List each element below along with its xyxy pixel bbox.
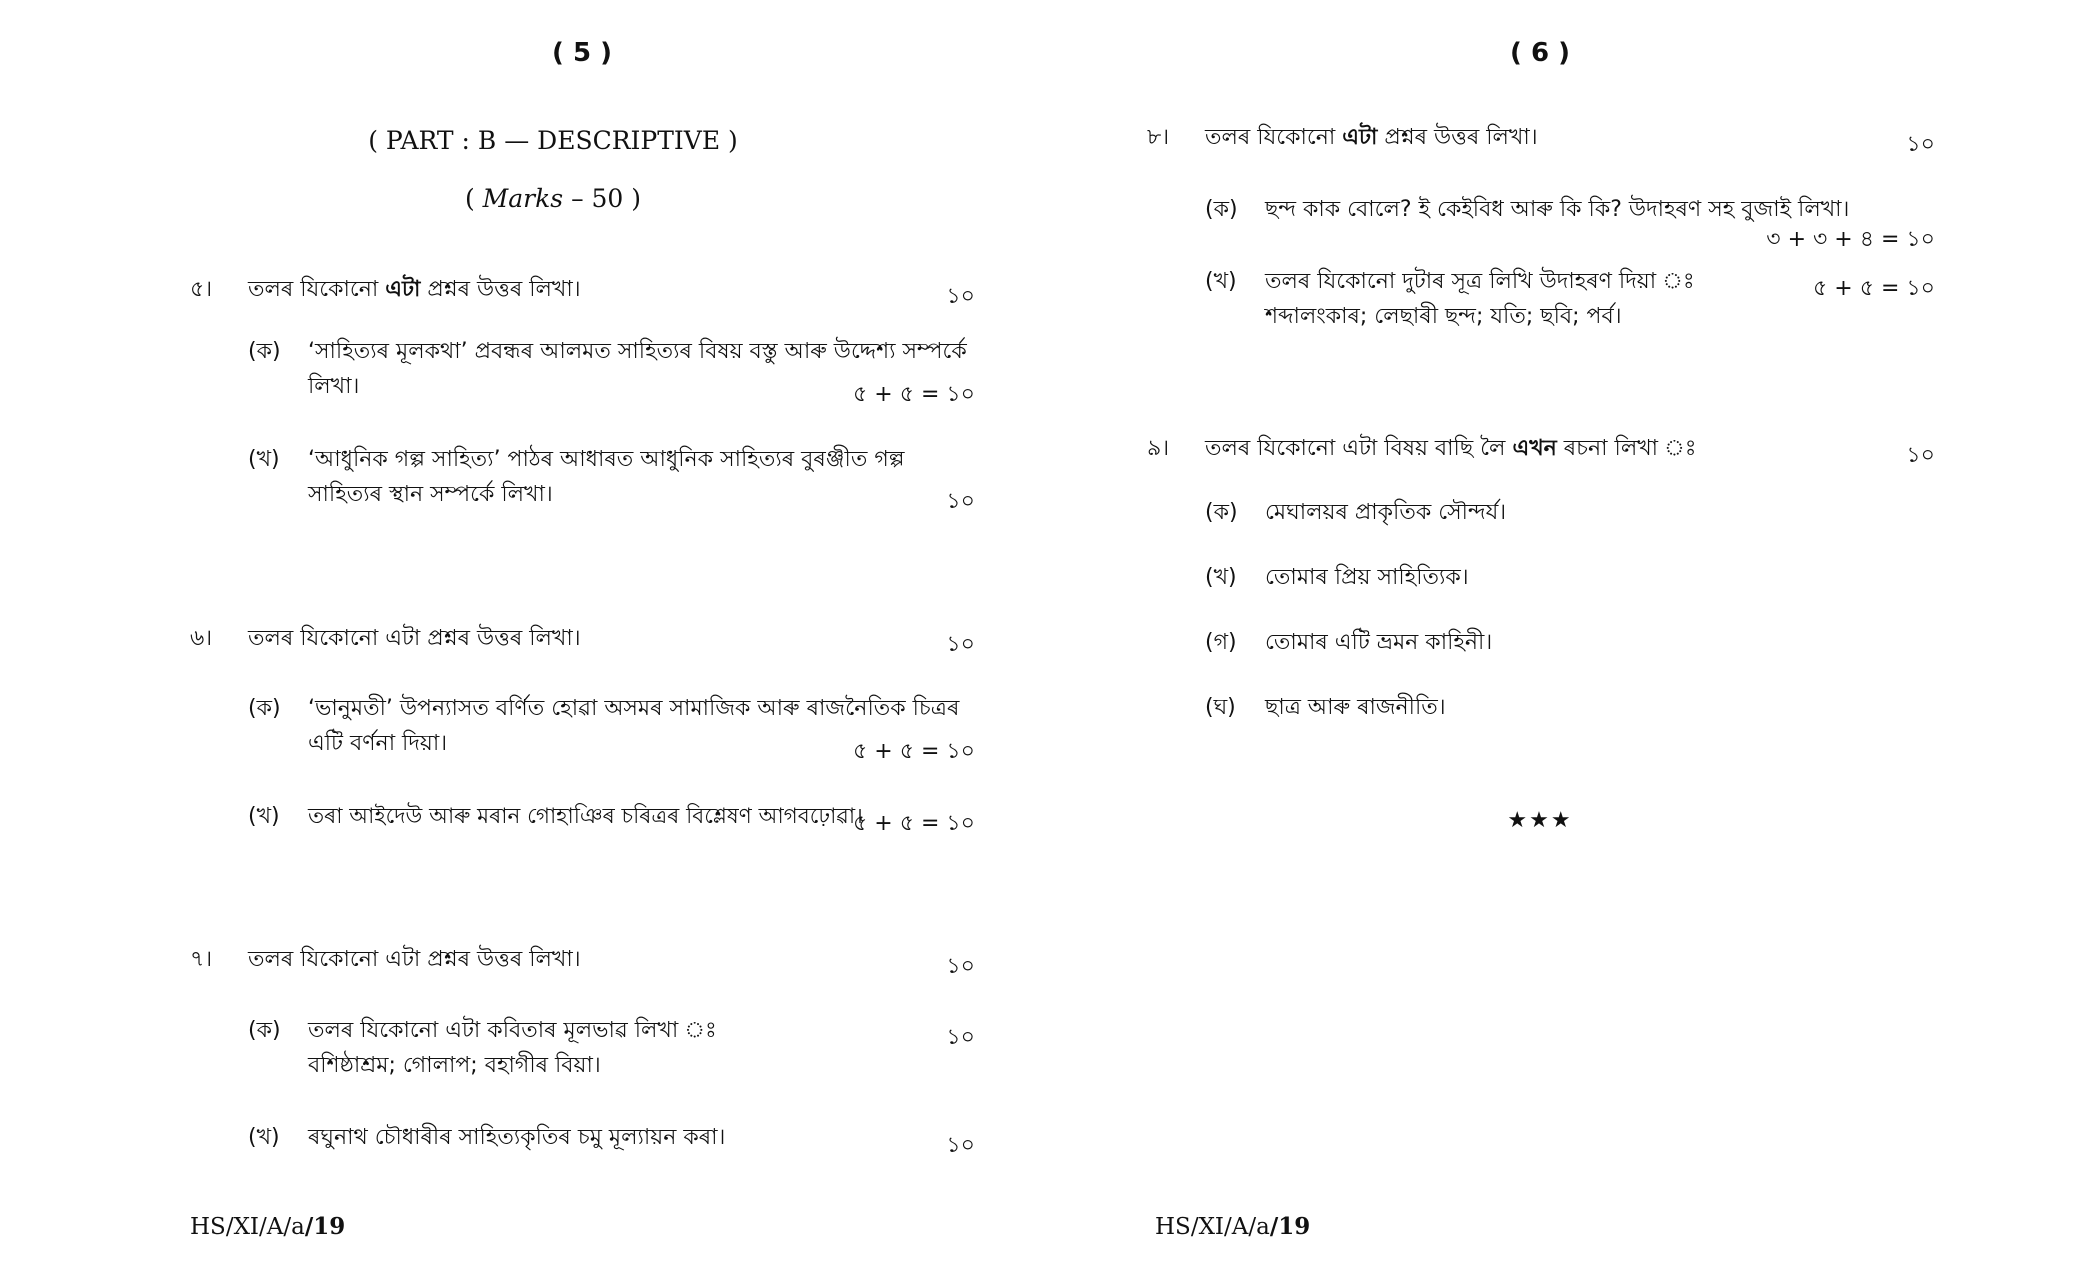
marks-label: Marks <box>482 184 564 213</box>
question-marks: ১০ <box>1906 443 1935 468</box>
subquestion-text: তলৰ যিকোনো দুটাৰ সূত্ৰ লিখি উদাহৰণ দিয়া ঃ <box>1265 269 1695 294</box>
subquestion-label: (খ) <box>248 804 280 829</box>
subquestion-marks: ৩ + ৩ + ৪ = ১০ <box>1766 227 1935 252</box>
subquestion-text: ‘সাহিত্যৰ মূলকথা’ প্ৰবন্ধৰ আলমত সাহিত্যৰ বিষয় বস্তু আৰু উদ্দেশ্য সম্পৰ্কে <box>308 339 967 364</box>
question-number: ৮। <box>1147 125 1170 150</box>
subquestion-label: (খ) <box>1205 269 1237 294</box>
question-text: তলৰ যিকোনো এটা প্ৰশ্নৰ উত্তৰ লিখা। <box>248 626 581 651</box>
subquestion-text: ‘ভানুমতী’ উপন্যাসত বৰ্ণিত হোৱা অসমৰ সামাজিক আৰু ৰাজনৈতিক চিত্ৰৰ <box>308 696 960 721</box>
subquestion-label: (খ) <box>248 447 280 472</box>
subquestion-label: (ক) <box>248 696 281 721</box>
subquestion-label: (ক) <box>248 1018 281 1043</box>
part-title: ( PART : B — DESCRIPTIVE ) <box>368 126 738 155</box>
subquestion-marks: ১০ <box>946 1133 975 1158</box>
subquestion-label: (খ) <box>1205 565 1237 590</box>
subquestion-text: তোমাৰ এটি ভ্ৰমন কাহিনী। <box>1265 630 1493 655</box>
subquestion-marks: ৫ + ৫ = ১০ <box>853 811 975 836</box>
question-number: ৭। <box>190 947 213 972</box>
question-number: ৯। <box>1147 436 1170 461</box>
subquestion-text: ‘আধুনিক গল্প সাহিত্য’ পাঠৰ আধাৰত আধুনিক সাহিত্যৰ বুৰঞ্জীত গল্প <box>308 447 905 472</box>
subquestion-label: (ক) <box>248 339 281 364</box>
subquestion-marks: ১০ <box>946 489 975 514</box>
page-number: ( 5 ) <box>552 38 612 68</box>
subquestion-text: ৰঘুনাথ চৌধাৰীৰ সাহিত্যকৃতিৰ চমু মূল্যায়ন কৰা। <box>308 1125 726 1150</box>
subquestion-text: শব্দালংকাৰ; লেছাৰী ছন্দ; যতি; ছবি; পৰ্ব। <box>1265 304 1622 329</box>
subquestion-text: সাহিত্যৰ স্থান সম্পৰ্কে লিখা। <box>308 482 553 507</box>
question-marks: ১০ <box>946 632 975 657</box>
subquestion-marks: ৫ + ৫ = ১০ <box>1813 276 1935 301</box>
question-text: তলৰ যিকোনো এটা বিষয় বাছি লৈ এখন ৰচনা লিখা ঃ <box>1205 436 1697 461</box>
question-text: তলৰ যিকোনো এটা প্ৰশ্নৰ উত্তৰ লিখা। <box>1205 125 1538 150</box>
subquestion-text: ছাত্ৰ আৰু ৰাজনীতি। <box>1265 695 1446 720</box>
question-number: ৬। <box>190 626 213 651</box>
subquestion-text: ছন্দ কাক বোলে? ই কেইবিধ আৰু কি কি? উদাহৰণ সহ বুজাই লিখা। <box>1265 197 1850 222</box>
subquestion-label: (ঘ) <box>1205 695 1236 720</box>
question-marks: ১০ <box>946 284 975 309</box>
subquestion-text: বশিষ্ঠাশ্ৰম; গোলাপ; বহাগীৰ বিয়া। <box>308 1053 601 1078</box>
footer-code: HS/XI/A/a/19 <box>1155 1213 1311 1240</box>
subquestion-marks: ৫ + ৫ = ১০ <box>853 382 975 407</box>
end-stars: ★★★ <box>1507 808 1573 833</box>
subquestion-label: (ক) <box>1205 197 1238 222</box>
question-text: তলৰ যিকোনো এটা প্ৰশ্নৰ উত্তৰ লিখা। <box>248 277 581 302</box>
subquestion-label: (গ) <box>1205 630 1237 655</box>
subquestion-text: তৰা আইদেউ আৰু মৰান গোহাঞিৰ চৰিত্ৰৰ বিশ্লেষণ আগবঢ়োৱা। <box>308 804 863 829</box>
question-marks: ১০ <box>1906 132 1935 157</box>
marks-heading: ( Marks – 50 ) <box>464 184 642 213</box>
subquestion-text: মেঘালয়ৰ প্ৰাকৃতিক সৌন্দৰ্য। <box>1265 500 1507 525</box>
subquestion-marks: ১০ <box>946 1025 975 1050</box>
subquestion-text: এটি বৰ্ণনা দিয়া। <box>308 731 448 756</box>
subquestion-text: তলৰ যিকোনো এটা কবিতাৰ মূলভাৱ লিখা ঃ <box>308 1018 717 1043</box>
subquestion-text: তোমাৰ প্ৰিয় সাহিত্যিক। <box>1265 565 1469 590</box>
page-number: ( 6 ) <box>1510 38 1570 68</box>
subquestion-marks: ৫ + ৫ = ১০ <box>853 739 975 764</box>
page-right <box>1050 0 2100 1275</box>
subquestion-label: (খ) <box>248 1125 280 1150</box>
question-text: তলৰ যিকোনো এটা প্ৰশ্নৰ উত্তৰ লিখা। <box>248 947 581 972</box>
subquestion-text: লিখা। <box>308 374 360 399</box>
footer-code: HS/XI/A/a/19 <box>190 1213 346 1240</box>
question-marks: ১০ <box>946 954 975 979</box>
subquestion-label: (ক) <box>1205 500 1238 525</box>
question-number: ৫। <box>190 277 213 302</box>
